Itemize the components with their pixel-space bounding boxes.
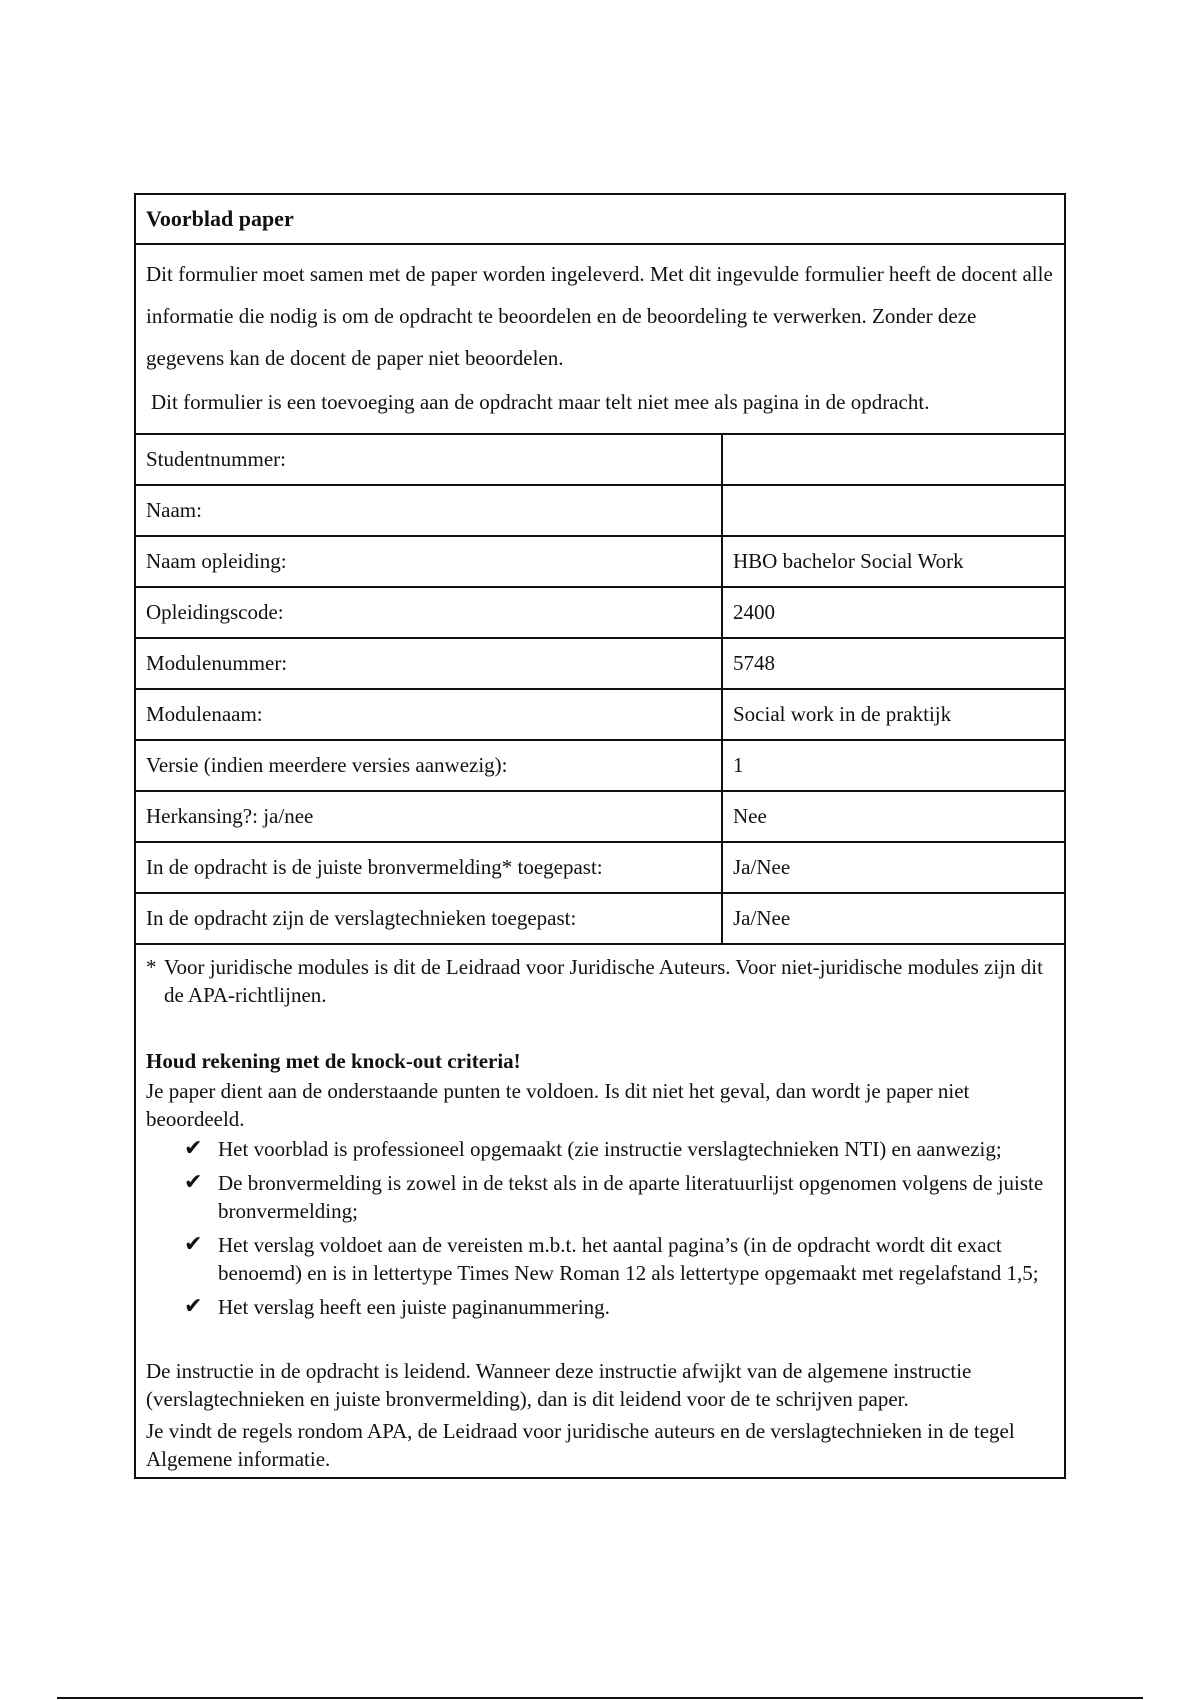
field-row [136, 843, 1064, 894]
field-row [136, 537, 1064, 588]
field-label: Modulenummer: [136, 639, 723, 688]
field-row [136, 741, 1064, 792]
page-bottom-rule [57, 1697, 1143, 1699]
field-label: In de opdracht is de juiste bronvermelding* toegepast: [136, 843, 723, 892]
checkmark-icon: ✔ [184, 1294, 203, 1319]
form-title-row [136, 195, 1064, 245]
checklist-item-text: De bronvermelding is zowel in de tekst als in de aparte literatuurlijst opgenomen volgens de juiste bronvermelding; [218, 1171, 1044, 1223]
cover-sheet-form [134, 193, 1066, 1479]
field-row [136, 639, 1064, 690]
checklist-item [184, 1135, 1054, 1163]
field-value[interactable] [723, 435, 1064, 484]
instructions-section [136, 945, 1064, 1477]
closing-paragraph-1: De instructie in de opdracht is leidend. Wanneer deze instructie afwijkt van de algemene instructie (verslagtechnieken en juiste bronvermelding), dan is dit leidend voor de te schrijven paper. [146, 1359, 972, 1411]
field-row [136, 792, 1064, 843]
field-row [136, 486, 1064, 537]
field-value[interactable]: Nee [733, 804, 767, 828]
field-label: Opleidingscode: [136, 588, 723, 637]
field-row [136, 435, 1064, 486]
field-label: In de opdracht zijn de verslagtechnieken toegepast: [136, 894, 723, 943]
field-label: Studentnummer: [136, 435, 723, 484]
footnote-text: Voor juridische modules is dit de Leidraad voor Juridische Auteurs. Voor niet-juridische modules zijn dit de APA-richtlijnen. [164, 955, 1043, 1007]
field-value[interactable]: 1 [733, 753, 744, 777]
field-value[interactable]: Ja/Nee [733, 906, 791, 930]
form-title: Voorblad paper [146, 206, 294, 231]
intro-section [136, 245, 1064, 435]
field-row [136, 894, 1064, 945]
field-label: Versie (indien meerdere versies aanwezig): [136, 741, 723, 790]
knockout-checklist [146, 1135, 1054, 1321]
field-value[interactable]: Ja/Nee [733, 855, 791, 879]
intro-paragraph: Dit formulier moet samen met de paper worden ingeleverd. Met dit ingevulde formulier heeft de docent alle informatie die nodig is om de opdracht te beoordelen en de beoordeling te verwerken. Zonder deze gegevens kan de docent de paper niet beoordelen. [146, 262, 1053, 370]
checklist-item [184, 1169, 1054, 1225]
field-label: Naam opleiding: [136, 537, 723, 586]
field-label: Herkansing?: ja/nee [136, 792, 723, 841]
checkmark-icon: ✔ [184, 1232, 203, 1257]
field-value[interactable]: HBO bachelor Social Work [733, 549, 964, 573]
checklist-item [184, 1231, 1054, 1287]
field-label: Naam: [136, 486, 723, 535]
checklist-item-text: Het verslag heeft een juiste paginanummering. [218, 1295, 610, 1319]
intro-note: Dit formulier is een toevoeging aan de opdracht maar telt niet mee als pagina in de opdracht. [151, 390, 930, 414]
field-value[interactable] [723, 486, 1064, 535]
field-value[interactable]: 2400 [733, 600, 775, 624]
knockout-heading: Houd rekening met de knock-out criteria! [146, 1049, 521, 1073]
footnote [146, 953, 1054, 1009]
checkmark-icon: ✔ [184, 1136, 203, 1161]
field-value[interactable]: Social work in de praktijk [733, 702, 952, 726]
field-value[interactable]: 5748 [733, 651, 775, 675]
checklist-item [184, 1293, 1054, 1321]
field-row [136, 690, 1064, 741]
closing-paragraph-2: Je vindt de regels rondom APA, de Leidraad voor juridische auteurs en de verslagtechnieken in de tegel Algemene informatie. [146, 1419, 1015, 1471]
field-label: Modulenaam: [136, 690, 723, 739]
checklist-item-text: Het verslag voldoet aan de vereisten m.b.t. het aantal pagina’s (in de opdracht wordt dit exact benoemd) en is in lettertype Times New Roman 12 als lettertype opgemaakt met regelafstand 1,5; [218, 1233, 1039, 1285]
footnote-marker: * [146, 955, 157, 979]
checkmark-icon: ✔ [184, 1170, 203, 1195]
knockout-intro: Je paper dient aan de onderstaande punten te voldoen. Is dit niet het geval, dan wordt je paper niet beoordeeld. [146, 1079, 970, 1131]
fields-table [136, 435, 1064, 945]
field-row [136, 588, 1064, 639]
checklist-item-text: Het voorblad is professioneel opgemaakt (zie instructie verslagtechnieken NTI) en aanwezig; [218, 1137, 1002, 1161]
